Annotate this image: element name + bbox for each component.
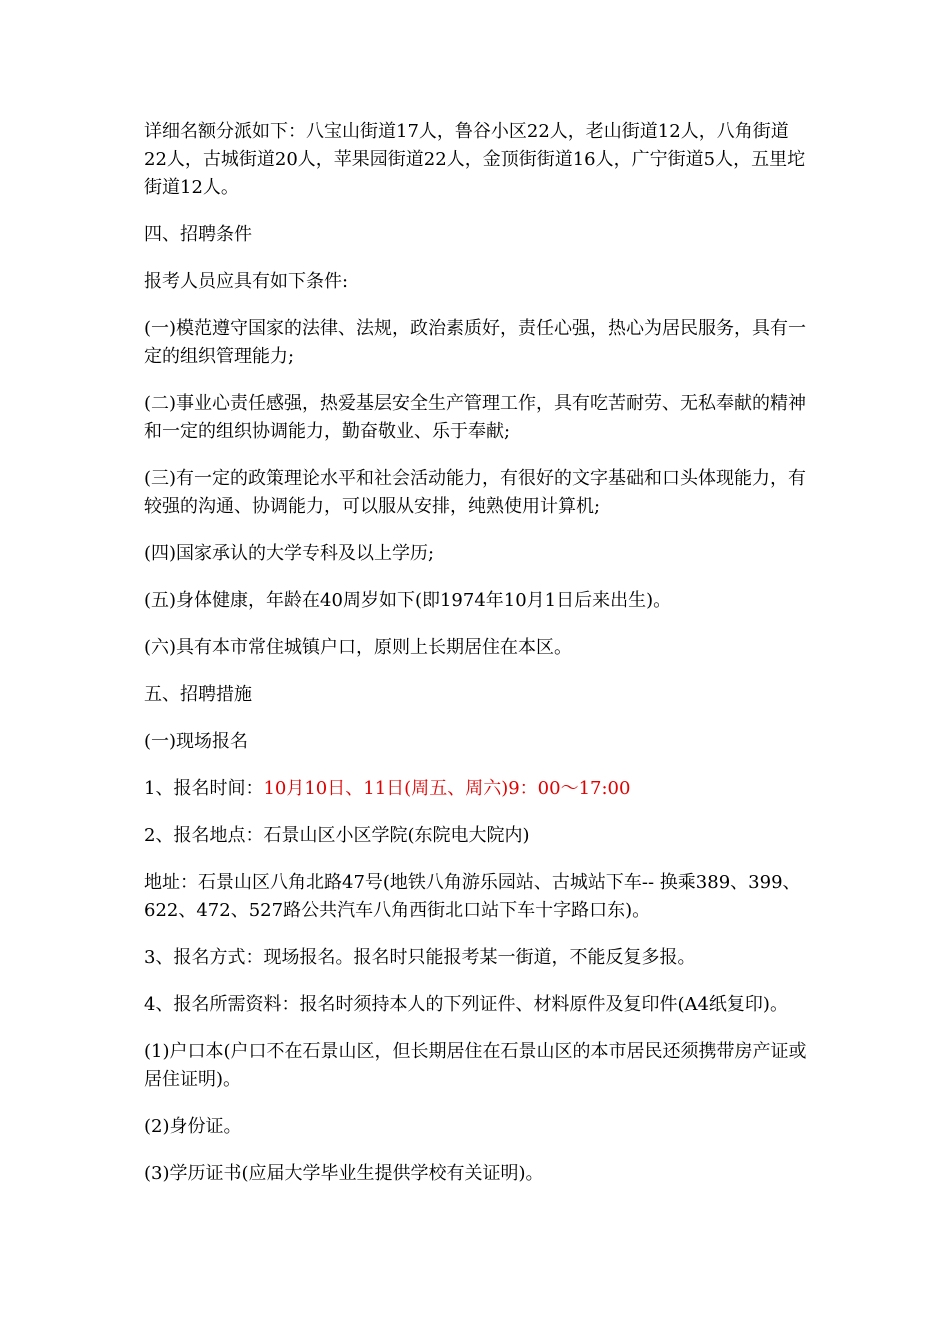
section-heading-measures: 五、招聘措施 (144, 684, 252, 705)
material-item-1: (1)户口本(户口不在石景山区，但长期居住在石景山区的本市居民还须携带房产证或居住证明)。 (144, 1041, 807, 1090)
registration-method: 3、报名方式：现场报名。报名时只能报考某一街道，不能反复多报。 (144, 947, 696, 968)
section-heading-conditions: 四、招聘条件 (144, 224, 252, 245)
registration-materials: 4、报名所需资料：报名时须持本人的下列证件、材料原件及复印件(A4纸复印)。 (144, 994, 788, 1015)
quota-paragraph: 详细名额分派如下：八宝山街道17人，鲁谷小区22人，老山街道12人，八角街道22人，古城街道20人，苹果园街道22人，金顶街街道16人，广宁街道5人，五里坨街道12人。 (144, 121, 806, 198)
registration-time (144, 775, 809, 803)
condition-item-2: (二)事业心责任感强，热爱基层安全生产管理工作，具有吃苦耐劳、无私奉献的精神和一定的组织协调能力，勤奋敬业、乐于奉献; (144, 393, 807, 442)
subsection-onsite-registration: (一)现场报名 (144, 731, 249, 752)
condition-item-3: (三)有一定的政策理论水平和社会活动能力，有很好的文字基础和口头体现能力，有较强的沟通、协调能力，可以服从安排，纯熟使用计算机; (144, 468, 807, 517)
registration-time-value: 10月10日、11日(周五、周六)9：00～17:00 (263, 778, 631, 799)
material-item-3: (3)学历证书(应届大学毕业生提供学校有关证明)。 (144, 1163, 544, 1184)
condition-item-4: (四)国家承认的大学专科及以上学历; (144, 543, 435, 564)
condition-item-5: (五)身体健康，年龄在40周岁如下(即1974年10月1日后来出生)。 (144, 590, 672, 611)
document-body (144, 118, 809, 1207)
registration-address: 地址：石景山区八角北路47号(地铁八角游乐园站、古城站下车-- 换乘389、399、622、472、527路公共汽车八角西街北口站下车十字路口东)。 (144, 872, 801, 921)
condition-item-6: (六)具有本市常住城镇户口，原则上长期居住在本区。 (144, 637, 573, 658)
condition-item-1: (一)模范遵守国家的法律、法规，政治素质好，责任心强，热心为居民服务，具有一定的组织管理能力; (144, 318, 807, 367)
conditions-intro: 报考人员应具有如下条件: (144, 271, 349, 292)
material-item-2: (2)身份证。 (144, 1116, 242, 1137)
registration-time-label: 1、报名时间： (144, 778, 264, 799)
registration-location: 2、报名地点：石景山区小区学院(东院电大院内) (144, 825, 530, 846)
